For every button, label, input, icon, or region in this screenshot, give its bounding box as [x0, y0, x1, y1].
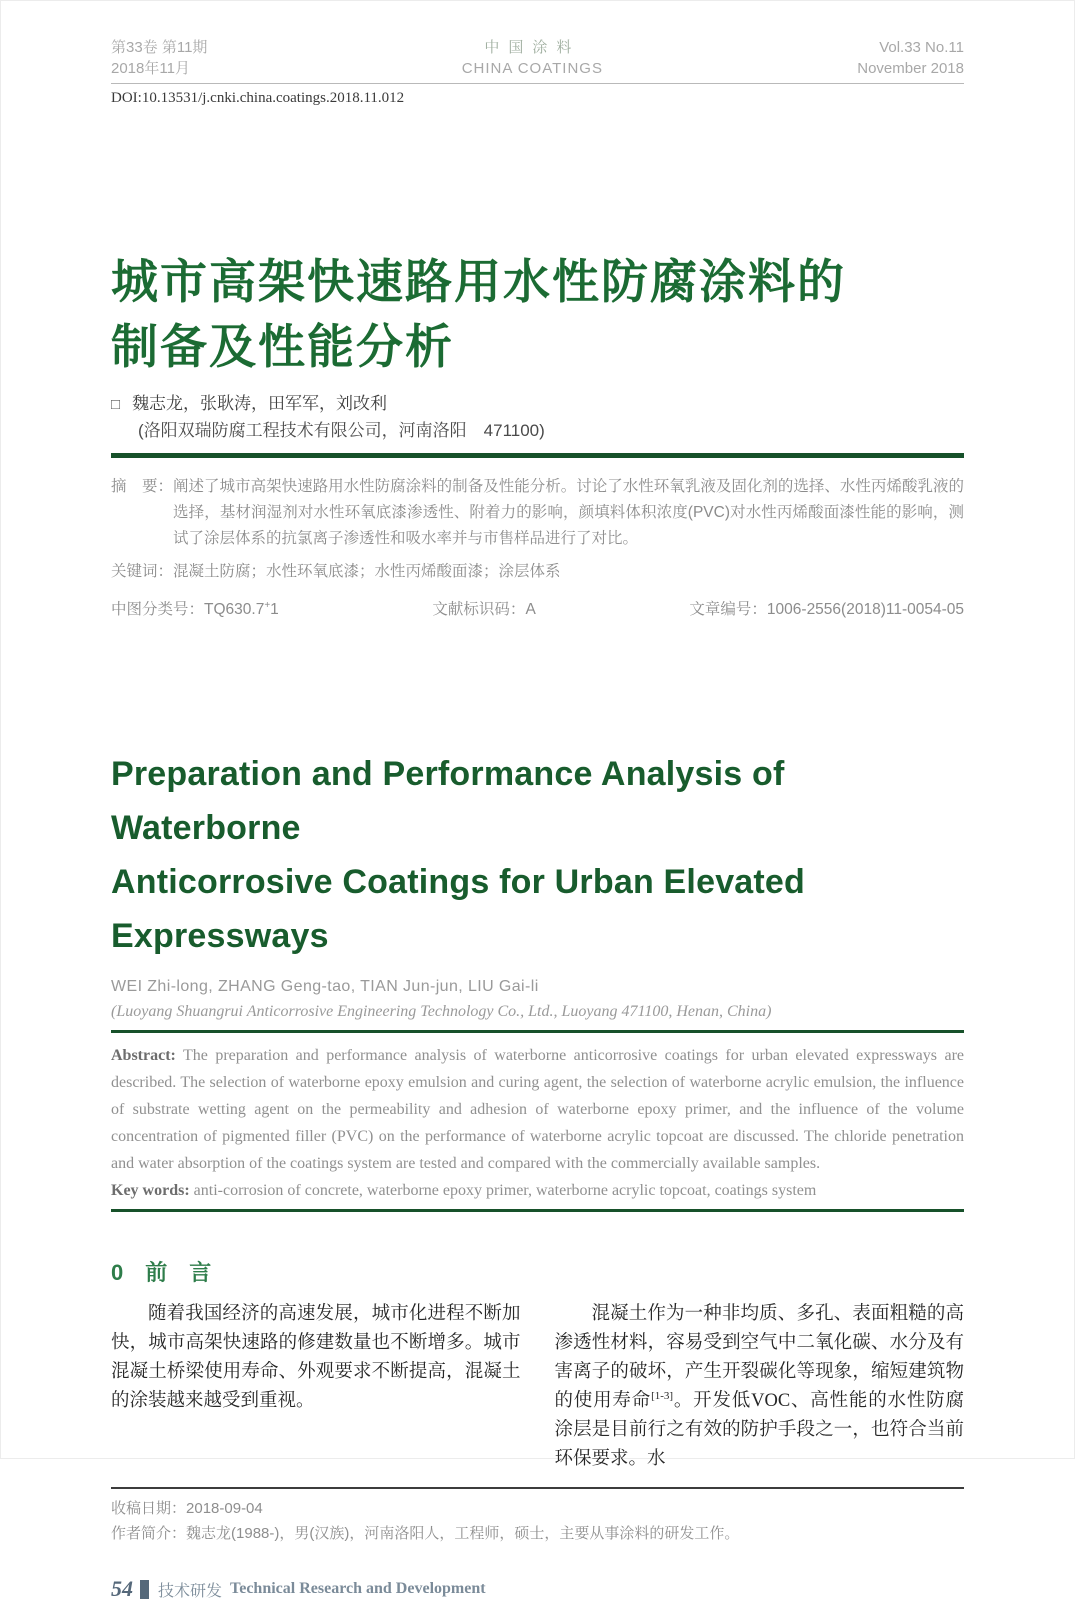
abstract-en-label: Abstract: [111, 1047, 176, 1064]
affiliation-en: (Luoyang Shuangrui Anticorrosive Engineering Technology Co., Ltd., Luoyang 471100, Henan, China) [111, 1003, 772, 1020]
divider-bar-green [111, 453, 964, 458]
authors-zh-block [111, 391, 964, 444]
abstract-en-block [111, 1042, 964, 1204]
article-title-en-line1: Preparation and Performance Analysis of Waterborne [111, 755, 785, 847]
abstract-zh [111, 474, 964, 552]
divider-rule-green-top [111, 1030, 964, 1033]
journal-name-en: CHINA COATINGS [461, 60, 603, 77]
footnote-divider [111, 1487, 964, 1489]
document-code: 文献标识码：A [432, 601, 536, 618]
page-footer [111, 1576, 964, 1602]
article-page [1, 1, 1074, 1602]
affiliation-zh: (洛阳双瑞防腐工程技术有限公司，河南洛阳 471100) [138, 421, 545, 440]
abstract-en [111, 1042, 964, 1177]
author-marker-icon: □ [111, 396, 121, 413]
footer-section-zh: 技术研发 [158, 1582, 223, 1600]
intro-right-column [555, 1258, 965, 1474]
article-title-en [111, 747, 964, 963]
volume-issue-en: Vol.33 No.11 [879, 39, 964, 56]
footer-bar-icon [140, 1580, 149, 1599]
journal-name [462, 37, 603, 79]
abstract-zh-text: 阐述了城市高架快速路用水性防腐涂料的制备及性能分析。讨论了水性环氧乳液及固化剂的选择、水性丙烯酸乳液的选择，基材润湿剂对水性环氧底漆渗透性、附着力的影响，颜填料体积浓度(PVC)对水性丙烯酸面漆性能的影响，测试了涂层体系的抗氯离子渗透性和吸水率并与市售样品进行了对比。 [173, 478, 964, 547]
article-title-en-line2: Anticorrosive Coatings for Urban Elevated Expressways [111, 863, 806, 955]
authors-zh-line [111, 391, 964, 418]
section-heading-intro: 0 前 言 [111, 1260, 212, 1285]
clc-number: 中图分类号：TQ630.7+1 [111, 599, 279, 618]
keywords-en-text: anti-corrosion of concrete, waterborne epoxy primer, waterborne acrylic topcoat, coatings system [189, 1182, 817, 1199]
received-date-line: 收稿日期：2018-09-04 [111, 1500, 263, 1517]
abstract-en-text: The preparation and performance analysis of waterborne anticorrosive coatings for urban elevated expressways are described. The selection of waterborne epoxy emulsion and curing agent, the selection of waterborne acrylic emulsion, the influence of substrate wetting agent on the permeability and adhesion of waterborne epoxy primer, and the influence of the volume concentration of pigmented filler (PVC) on the performance of waterborne acrylic topcoat are discussed. The chloride penetration and water absorption of the coatings system are tested and compared with the commercially available samples. [111, 1047, 964, 1172]
journal-name-zh: 中国涂料 [484, 39, 581, 56]
authors-en: WEI Zhi-long, ZHANG Geng-tao, TIAN Jun-jun, LIU Gai-li [111, 978, 539, 995]
clc-superscript: + [264, 599, 271, 611]
journal-issue-info-en [857, 37, 964, 79]
article-title-zh [111, 249, 964, 379]
doi-line: DOI:10.13531/j.cnki.china.coatings.2018.11.012 [111, 90, 405, 106]
article-id: 文章编号：1006-2556(2018)11-0054-05 [689, 601, 964, 618]
keywords-zh-label: 关键词： [111, 563, 174, 580]
authors-zh-names: 魏志龙，张耿涛，田军军，刘改利 [132, 394, 388, 413]
keywords-zh-text: 混凝土防腐；水性环氧底漆；水性丙烯酸面漆；涂层体系 [173, 563, 561, 580]
page-number: 54 [111, 1576, 133, 1601]
keywords-zh [111, 559, 964, 585]
journal-header [111, 37, 964, 84]
date-en: November 2018 [857, 60, 964, 77]
classification-row [111, 597, 964, 619]
footer-section-en: Technical Research and Development [230, 1580, 486, 1597]
intro-left-column [111, 1258, 521, 1474]
footnotes-block [111, 1496, 964, 1546]
introduction-section [111, 1258, 964, 1474]
divider-rule-green-bottom [111, 1209, 964, 1212]
article-title-zh-line1: 城市高架快速路用水性防腐涂料的 [111, 255, 846, 308]
volume-issue-zh: 第33卷 第11期 [111, 39, 208, 56]
intro-left-paragraph: 随着我国经济的高速发展，城市化进程不断加快，城市高架快速路的修建数量也不断增多。城市混凝土桥梁使用寿命、外观要求不断提高，混凝土的涂装越来越受到重视。 [111, 1304, 521, 1411]
abstract-zh-label: 摘 要： [111, 478, 174, 495]
keywords-en-label: Key words: [111, 1182, 190, 1199]
author-bio-line: 作者简介：魏志龙(1988-)，男(汉族)，河南洛阳人，工程师，硕士，主要从事涂料的研发工作。 [111, 1525, 740, 1542]
keywords-en [111, 1177, 964, 1204]
abstract-zh-block [111, 474, 964, 585]
intro-right-paragraph: 混凝土作为一种非均质、多孔、表面粗糙的高渗透性材料，容易受到空气中二氧化碳、水分及有害离子的破坏，产生开裂碳化等现象，缩短建筑物的使用寿命[1-3]。开发低VOC、高性能的水性防腐涂层是目前行之有效的防护手段之一，也符合当前环保要求。水 [554, 1304, 964, 1469]
journal-issue-info [111, 37, 207, 79]
article-title-zh-line2: 制备及性能分析 [111, 320, 454, 373]
date-zh: 2018年11月 [111, 60, 190, 77]
citation-superscript: [1-3] [651, 1389, 674, 1402]
